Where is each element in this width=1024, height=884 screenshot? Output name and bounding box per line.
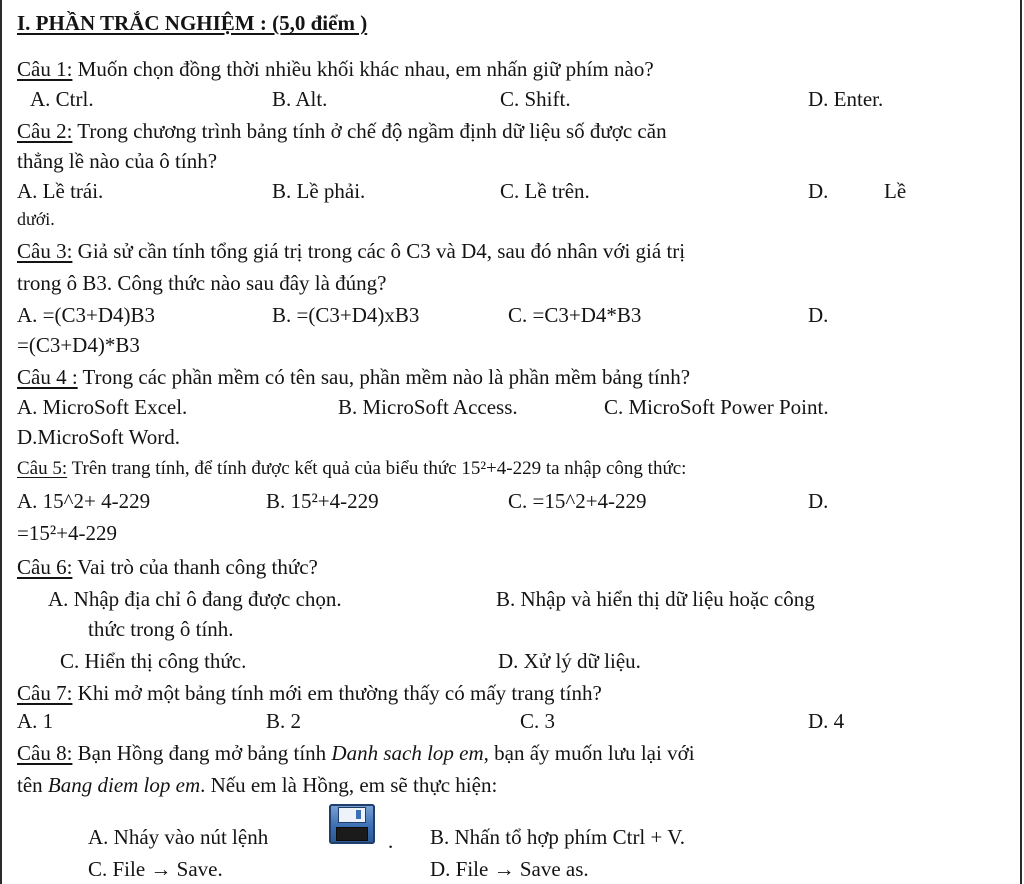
question-text-cont: , bạn ấy muốn lưu lại với (483, 741, 695, 765)
q1-option-b: B. Alt. (272, 87, 328, 111)
new-file-name-ref: Bang diem lop em (47, 773, 201, 797)
q8-option-b: B. Nhấn tổ hợp phím Ctrl + V. (430, 825, 685, 849)
question-label: Câu 4 : (17, 365, 78, 389)
question-label: Câu 1: (17, 57, 73, 81)
save-icon (329, 804, 375, 844)
question-text: Bạn Hồng đang mở bảng tính (77, 741, 327, 765)
q4-option-d: D.MicroSoft Word. (17, 425, 180, 449)
q7-option-a: A. 1 (17, 709, 54, 733)
q2-option-d-letter: D. (808, 179, 829, 203)
question-text: Trong các phần mềm có tên sau, phần mềm nào là phần mềm bảng tính? (82, 365, 691, 389)
question-text: Vai trò của thanh công thức? (77, 555, 318, 579)
q7-option-b: B. 2 (266, 709, 302, 733)
question-2 (17, 118, 667, 144)
question-label: Câu 7: (17, 681, 73, 705)
question-3-line-2: trong ô B3. Công thức nào sau đây là đúng? (17, 271, 387, 295)
question-5 (17, 456, 686, 482)
q6-option-c: C. Hiển thị công thức. (60, 649, 247, 673)
q2-option-a: A. Lề trái. (17, 179, 104, 203)
q7-option-d: D. 4 (808, 709, 845, 733)
q5-option-d-value: =15²+4-229 (17, 521, 117, 545)
question-label: Câu 3: (17, 239, 73, 263)
q6-option-a: A. Nhập địa chỉ ô đang được chọn. (48, 587, 342, 611)
q8-option-c: C. File → Save. (88, 857, 223, 881)
q3-option-a: A. =(C3+D4)B3 (17, 303, 156, 327)
question-3 (17, 238, 685, 264)
question-label: Câu 6: (17, 555, 73, 579)
q1-option-a: A. Ctrl. (30, 87, 94, 111)
question-text: Trong chương trình bảng tính ở chế độ ngầm định dữ liệu số được căn (77, 119, 667, 143)
q4-option-a: A. MicroSoft Excel. (17, 395, 188, 419)
q3-option-b: B. =(C3+D4)xB3 (272, 303, 420, 327)
q2-option-d-continued: dưới. (17, 209, 55, 229)
q8-option-a: A. Nháy vào nút lệnh (88, 825, 269, 849)
q5-option-c: C. =15^2+4-229 (508, 489, 647, 513)
question-label: Câu 8: (17, 741, 73, 765)
q2-option-c: C. Lề trên. (500, 179, 590, 203)
question-label: Câu 5: (17, 458, 68, 479)
question-2-line-2: thẳng lề nào của ô tính? (17, 149, 218, 173)
question-1 (17, 56, 654, 82)
q4-option-b: B. MicroSoft Access. (338, 395, 518, 419)
q3-option-d-value: =(C3+D4)*B3 (17, 333, 140, 357)
question-label: Câu 2: (17, 119, 73, 143)
question-6 (17, 554, 318, 580)
question-text: Giả sử cần tính tổng giá trị trong các ô C3 và D4, sau đó nhân với giá trị (77, 239, 686, 263)
question-4 (17, 364, 690, 390)
q2-option-b: B. Lề phải. (272, 179, 366, 203)
q3-option-c: C. =C3+D4*B3 (508, 303, 642, 327)
question-text: Muốn chọn đồng thời nhiều khối khác nhau, em nhấn giữ phím nào? (77, 57, 654, 81)
question-7 (17, 680, 602, 706)
q4-option-c: C. MicroSoft Power Point. (604, 395, 829, 419)
question-text: Khi mở một bảng tính mới em thường thấy có mấy trang tính? (77, 681, 602, 705)
q6-option-d: D. Xử lý dữ liệu. (498, 649, 641, 673)
file-name-ref: Danh sach lop em (331, 741, 484, 765)
q2-option-d-text: Lề (884, 179, 907, 203)
q8-option-d: D. File → Save as. (430, 857, 589, 881)
q5-option-a: A. 15^2+ 4-229 (17, 489, 151, 513)
q6-option-b-continued: thức trong ô tính. (88, 617, 234, 641)
q5-option-b: B. 15²+4-229 (266, 489, 379, 513)
q7-option-c: C. 3 (520, 709, 556, 733)
section-title: I. PHẦN TRẮC NGHIỆM : (5,0 điểm ) (17, 11, 368, 35)
question-8 (17, 740, 695, 766)
question-text: Trên trang tính, để tính được kết quả của biểu thức 15²+4-229 ta nhập công thức: (71, 458, 687, 479)
q1-option-d: D. Enter. (808, 87, 884, 111)
q8-option-a-suffix: . (388, 829, 394, 853)
question-8-line-2: tên Bang diem lop em. Nếu em là Hồng, em sẽ thực hiện: (17, 773, 498, 797)
q1-option-c: C. Shift. (500, 87, 571, 111)
q3-option-d-letter: D. (808, 303, 829, 327)
q5-option-d-letter: D. (808, 489, 829, 513)
q6-option-b: B. Nhập và hiển thị dữ liệu hoặc công (496, 587, 815, 611)
